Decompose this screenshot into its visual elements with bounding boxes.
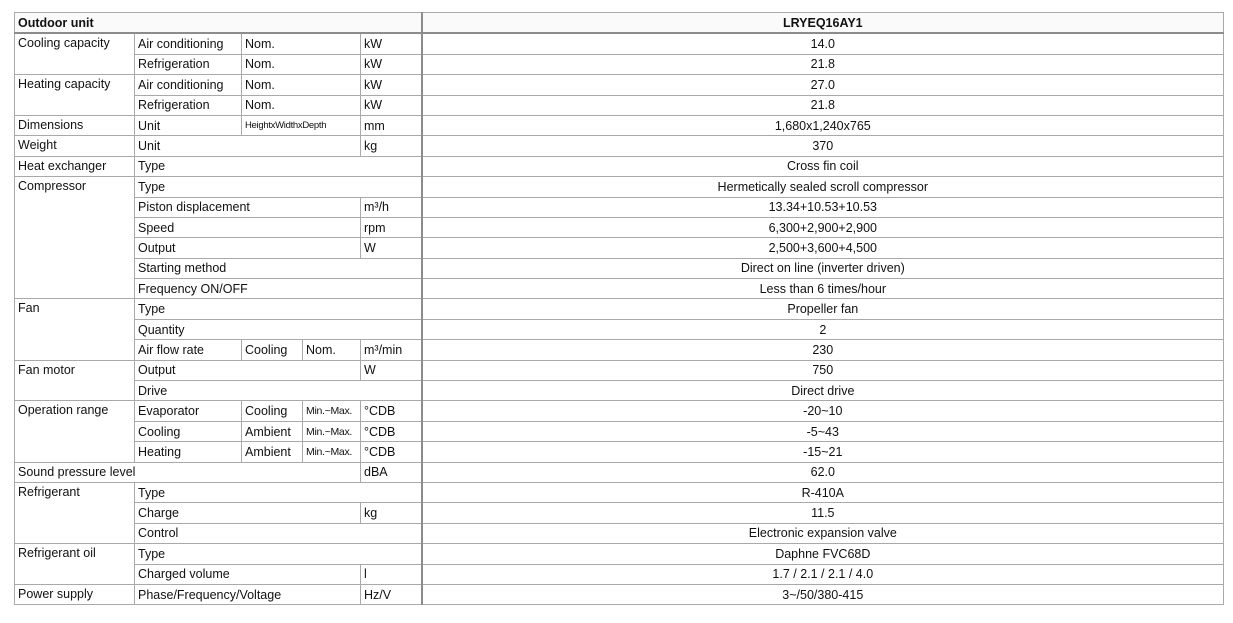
row-value: Hermetically sealed scroll compressor — [422, 177, 1224, 197]
row-value: Cross fin coil — [422, 156, 1224, 176]
row-subcategory: Starting method — [135, 258, 422, 278]
header-model: LRYEQ16AY1 — [422, 13, 1224, 34]
row-value: Direct on line (inverter driven) — [422, 258, 1224, 278]
row-qualifier: Cooling — [242, 340, 303, 360]
row-unit: kW — [361, 95, 422, 115]
row-unit: °CDB — [361, 401, 422, 421]
table-header-row — [15, 13, 1224, 34]
row-unit: °CDB — [361, 442, 422, 462]
row-qualifier: Nom. — [242, 54, 361, 74]
table-row — [15, 177, 1224, 197]
row-value: 1,680x1,240x765 — [422, 115, 1224, 135]
row-unit: kg — [361, 503, 422, 523]
row-value: Propeller fan — [422, 299, 1224, 319]
row-qualifier: Nom. — [242, 33, 361, 54]
row-category: Power supply — [15, 584, 135, 604]
row-category: Heating capacity — [15, 75, 135, 116]
row-subcategory: Piston displacement — [135, 197, 361, 217]
row-subcategory: Charge — [135, 503, 361, 523]
row-value: 21.8 — [422, 95, 1224, 115]
row-value: R-410A — [422, 482, 1224, 502]
row-value: 62.0 — [422, 462, 1224, 482]
row-subcategory: Speed — [135, 217, 361, 237]
row-value: 21.8 — [422, 54, 1224, 74]
row-value: 230 — [422, 340, 1224, 360]
row-subcategory: Type — [135, 544, 422, 564]
table-row — [15, 564, 1224, 584]
table-row — [15, 33, 1224, 54]
row-subcategory: Evaporator — [135, 401, 242, 421]
row-category: Refrigerant oil — [15, 544, 135, 585]
row-value: -5~43 — [422, 421, 1224, 441]
row-subcategory: Unit — [135, 136, 361, 156]
table-row — [15, 381, 1224, 401]
table-row — [15, 299, 1224, 319]
row-subcategory: Unit — [135, 115, 242, 135]
table-row — [15, 462, 1224, 482]
row-value: 750 — [422, 360, 1224, 380]
table-row — [15, 258, 1224, 278]
row-subcategory: Heating — [135, 442, 242, 462]
row-qualifier-2: Nom. — [303, 340, 361, 360]
row-subcategory: Air conditioning — [135, 75, 242, 95]
table-row — [15, 482, 1224, 502]
row-qualifier: Nom. — [242, 75, 361, 95]
row-unit: m³/min — [361, 340, 422, 360]
table-row — [15, 340, 1224, 360]
row-unit: W — [361, 238, 422, 258]
row-category: Dimensions — [15, 115, 135, 135]
row-unit: l — [361, 564, 422, 584]
table-row — [15, 279, 1224, 299]
row-value: -20~10 — [422, 401, 1224, 421]
row-unit: rpm — [361, 217, 422, 237]
table-row — [15, 319, 1224, 339]
row-subcategory: Control — [135, 523, 422, 543]
table-row — [15, 136, 1224, 156]
row-qualifier-2: Min.~Max. — [303, 421, 361, 441]
row-subcategory: Drive — [135, 381, 422, 401]
table-row — [15, 442, 1224, 462]
row-category: Fan motor — [15, 360, 135, 401]
table-row — [15, 401, 1224, 421]
row-value: 3~/50/380-415 — [422, 584, 1224, 604]
row-qualifier: Cooling — [242, 401, 303, 421]
row-subcategory: Output — [135, 360, 361, 380]
header-label: Outdoor unit — [15, 13, 422, 34]
row-value: 27.0 — [422, 75, 1224, 95]
row-value: Less than 6 times/hour — [422, 279, 1224, 299]
row-subcategory: Refrigeration — [135, 54, 242, 74]
row-subcategory: Quantity — [135, 319, 422, 339]
row-unit: mm — [361, 115, 422, 135]
row-category: Fan — [15, 299, 135, 360]
row-category: Operation range — [15, 401, 135, 462]
row-category: Cooling capacity — [15, 33, 135, 74]
row-value: Electronic expansion valve — [422, 523, 1224, 543]
table-row — [15, 115, 1224, 135]
table-row — [15, 584, 1224, 604]
row-subcategory: Charged volume — [135, 564, 361, 584]
row-value: 6,300+2,900+2,900 — [422, 217, 1224, 237]
row-value: 2,500+3,600+4,500 — [422, 238, 1224, 258]
table-row — [15, 360, 1224, 380]
row-qualifier: HeightxWidthxDepth — [242, 115, 361, 135]
row-category: Weight — [15, 136, 135, 156]
row-value: 14.0 — [422, 33, 1224, 54]
row-category: Heat exchanger — [15, 156, 135, 176]
row-qualifier-2: Min.~Max. — [303, 442, 361, 462]
spec-table — [14, 12, 1224, 605]
row-qualifier-2: Min.~Max. — [303, 401, 361, 421]
row-value: 13.34+10.53+10.53 — [422, 197, 1224, 217]
table-row — [15, 238, 1224, 258]
row-subcategory: Phase/Frequency/Voltage — [135, 584, 361, 604]
row-unit: kW — [361, 33, 422, 54]
row-value: 11.5 — [422, 503, 1224, 523]
row-value: 370 — [422, 136, 1224, 156]
table-row — [15, 217, 1224, 237]
row-unit: Hz/V — [361, 584, 422, 604]
row-value: Daphne FVC68D — [422, 544, 1224, 564]
row-unit: W — [361, 360, 422, 380]
row-qualifier: Ambient — [242, 421, 303, 441]
table-row — [15, 544, 1224, 564]
row-category: Refrigerant — [15, 482, 135, 543]
row-value: 2 — [422, 319, 1224, 339]
table-row — [15, 156, 1224, 176]
row-subcategory: Output — [135, 238, 361, 258]
table-row — [15, 75, 1224, 95]
row-value: -15~21 — [422, 442, 1224, 462]
table-row — [15, 54, 1224, 74]
row-value: Direct drive — [422, 381, 1224, 401]
table-row — [15, 95, 1224, 115]
table-row — [15, 421, 1224, 441]
table-row — [15, 197, 1224, 217]
table-row — [15, 503, 1224, 523]
row-subcategory: Type — [135, 482, 422, 502]
row-unit: kg — [361, 136, 422, 156]
row-unit: kW — [361, 54, 422, 74]
row-subcategory: Frequency ON/OFF — [135, 279, 422, 299]
row-unit: dBA — [361, 462, 422, 482]
row-subcategory: Cooling — [135, 421, 242, 441]
row-subcategory: Type — [135, 177, 422, 197]
row-subcategory: Air flow rate — [135, 340, 242, 360]
table-row — [15, 523, 1224, 543]
row-unit: °CDB — [361, 421, 422, 441]
row-qualifier: Ambient — [242, 442, 303, 462]
row-qualifier: Nom. — [242, 95, 361, 115]
row-unit: m³/h — [361, 197, 422, 217]
row-value: 1.7 / 2.1 / 2.1 / 4.0 — [422, 564, 1224, 584]
row-subcategory: Type — [135, 299, 422, 319]
row-subcategory: Refrigeration — [135, 95, 242, 115]
row-category: Compressor — [15, 177, 135, 299]
row-subcategory: Air conditioning — [135, 33, 242, 54]
row-unit: kW — [361, 75, 422, 95]
row-category: Sound pressure level — [15, 462, 361, 482]
row-subcategory: Type — [135, 156, 422, 176]
